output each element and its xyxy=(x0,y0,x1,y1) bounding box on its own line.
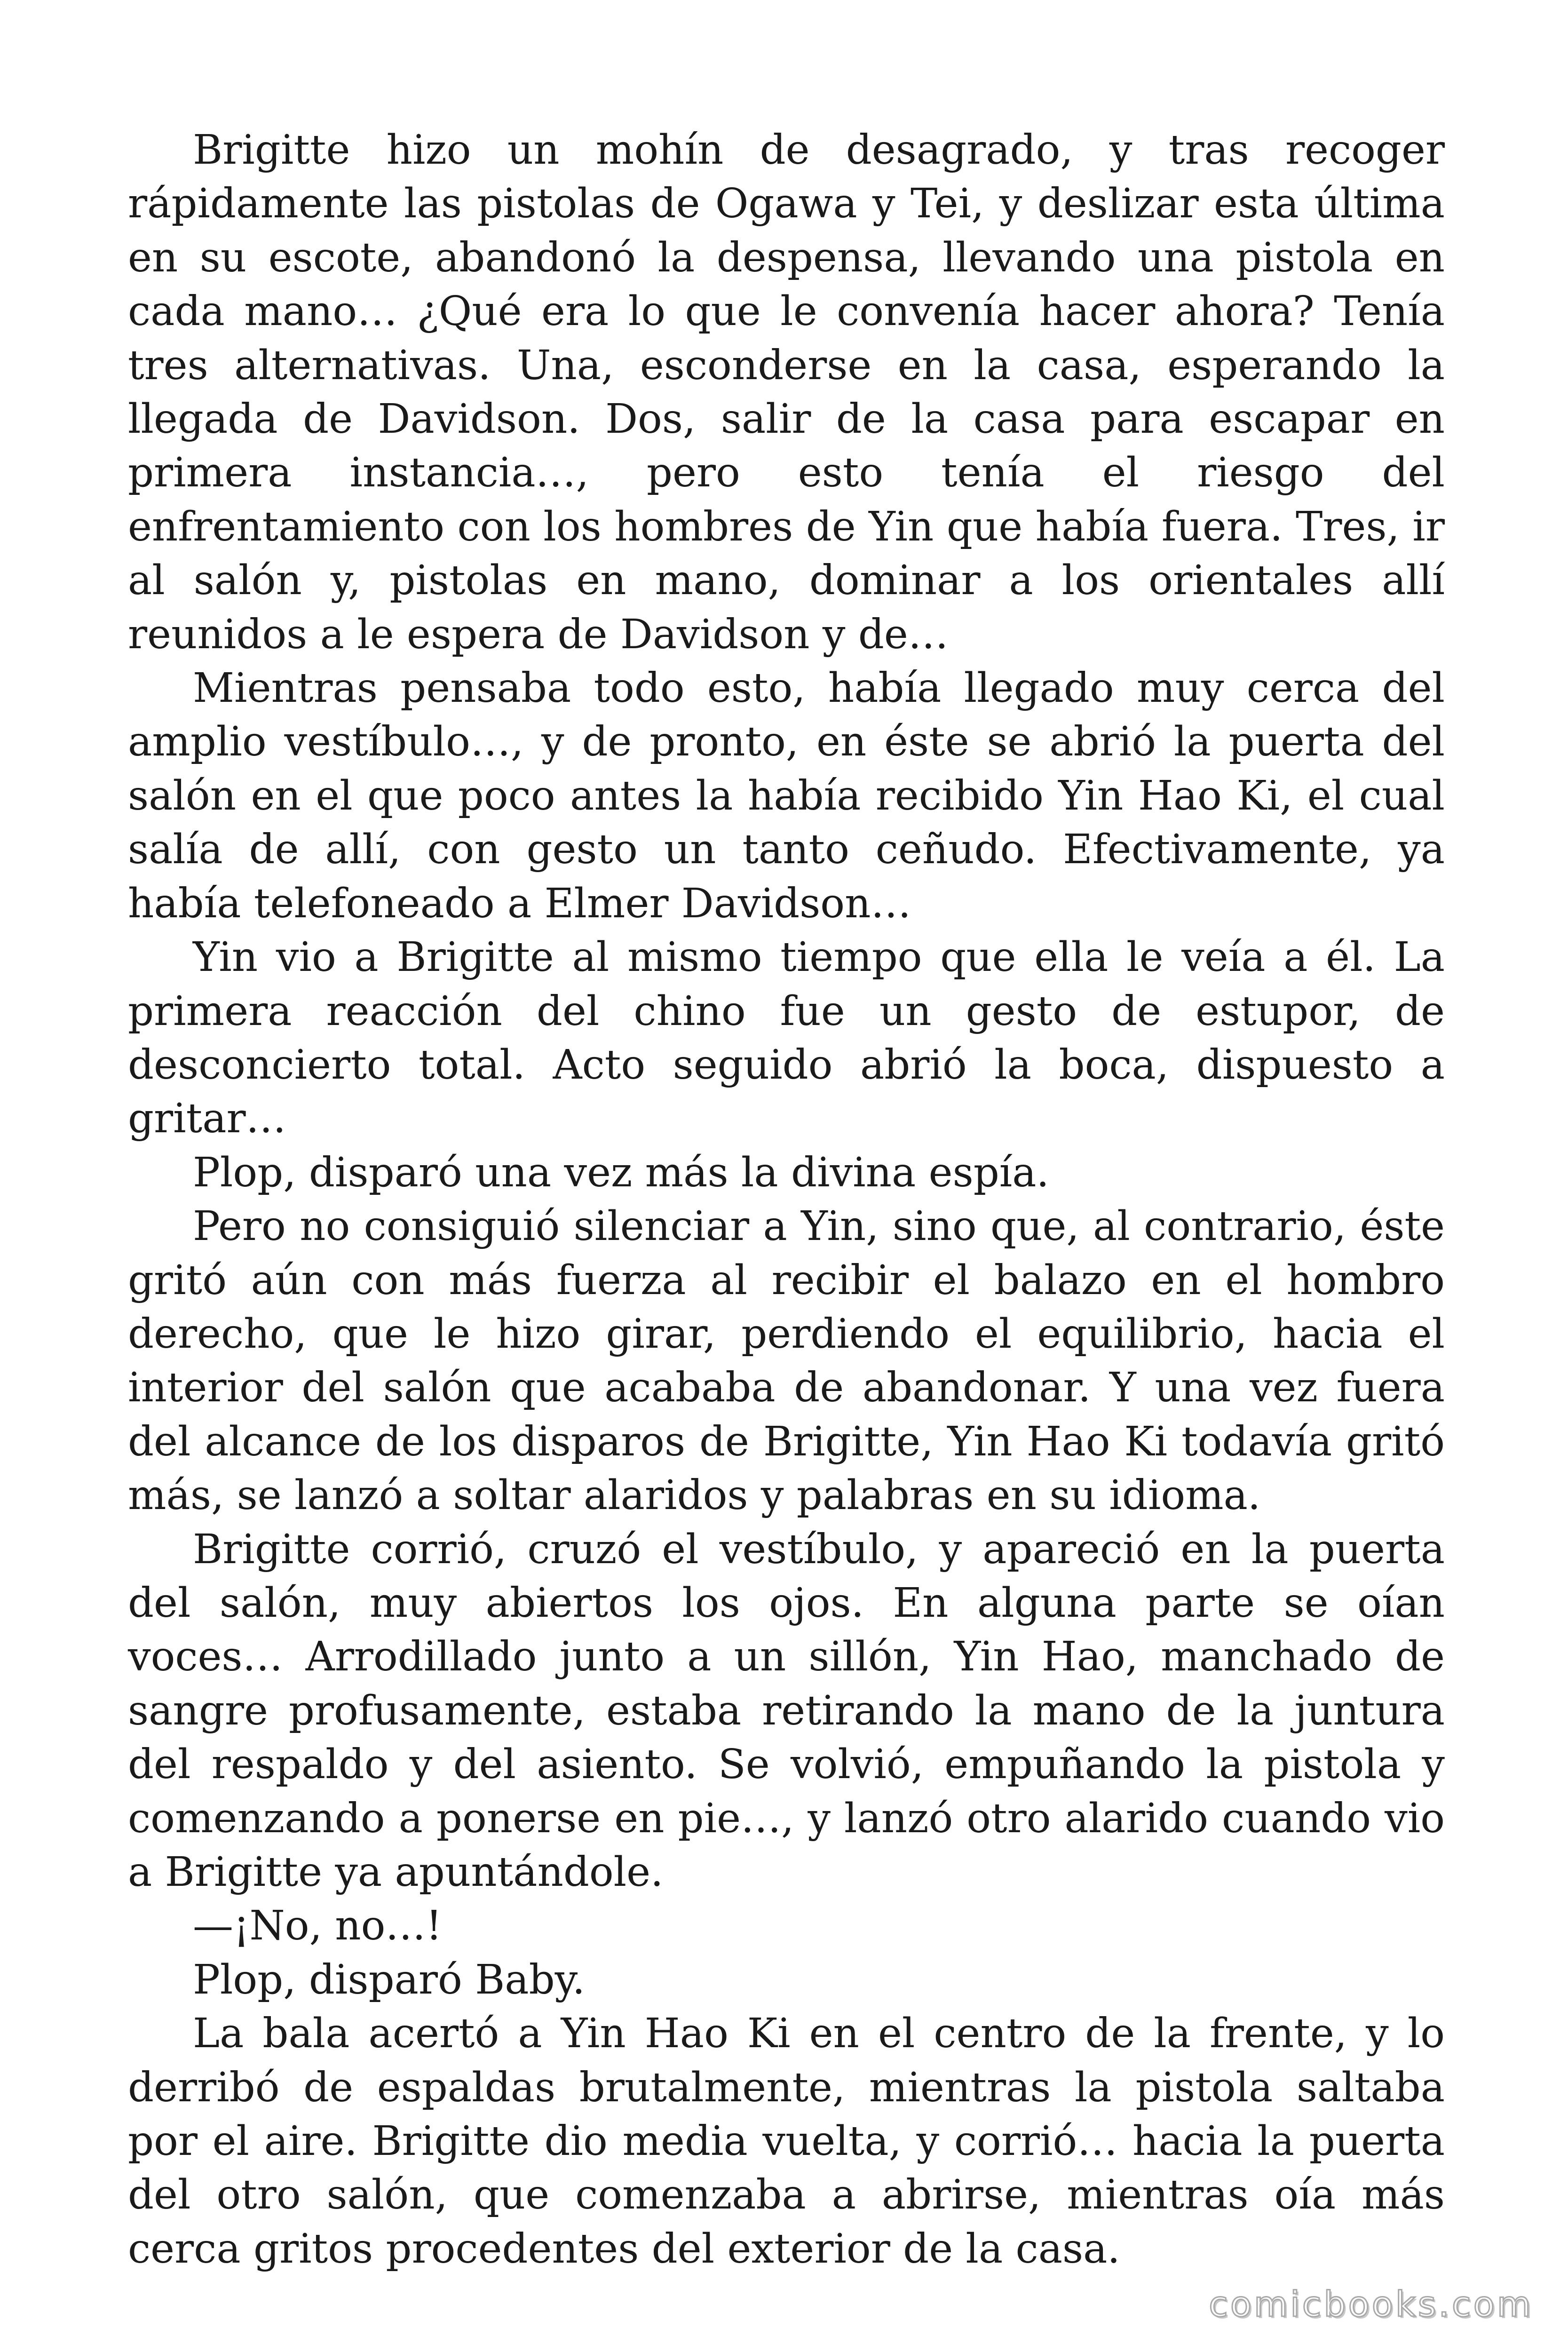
body-text xyxy=(128,123,1445,2276)
paragraph: Mientras pensaba todo esto, había llegado muy cerca del amplio vestíbulo…, y de pronto, en éste se abrió la puerta del salón en el que poco antes la había recibido Yin Hao Ki, el cual salía de allí, con gesto un tanto ceñudo. Efectivamente, ya había telefoneado a Elmer Davidson… xyxy=(128,665,1445,927)
paragraph: Yin vio a Brigitte al mismo tiempo que ella le veía a él. La primera reacción del chino fue un gesto de estupor, de desconcierto total. Acto seguido abrió la boca, dispuesto a gritar… xyxy=(128,934,1445,1143)
paragraph: Brigitte hizo un mohín de desagrado, y tras recoger rápidamente las pistolas de Ogawa y Tei, y deslizar esta última en su escote, abandonó la despensa, llevando una pistola en cada mano… ¿Qué era lo que le convenía hacer ahora? Tenía tres alternativas. Una, esconderse en la casa, esperando la llegada de Davidson. Dos, salir de la casa para escapar en primera instancia…, pero esto tenía el riesgo del enfrentamiento con los hombres de Yin que había fuera. Tres, ir al salón y, pistolas en mano, dominar a los orientales allí reunidos a le espera de Davidson y de… xyxy=(128,127,1445,658)
paragraph: Plop, disparó una vez más la divina espía. xyxy=(193,1149,1049,1196)
paragraph: La bala acertó a Yin Hao Ki en el centro de la frente, y lo derribó de espaldas brutalmente, mientras la pistola saltaba por el aire. Brigitte dio media vuelta, y corrió… hacia la puerta del otro salón, que comenzaba a abrirse, mientras oía más cerca gritos procedentes del exterior de la casa. xyxy=(128,2010,1445,2273)
paragraph: Plop, disparó Baby. xyxy=(193,1956,586,2003)
dialogue-line: —¡No, no…! xyxy=(193,1902,442,1950)
paragraph: Brigitte corrió, cruzó el vestíbulo, y apareció en la puerta del salón, muy abiertos los ojos. En alguna parte se oían voces… Arrodillado junto a un sillón, Yin Hao, manchado de sangre profusamente, estaba retirando la mano de la juntura del respaldo y del asiento. Se volvió, empuñando la pistola y comenzando a ponerse en pie…, y lanzó otro alarido cuando vio a Brigitte ya apuntándole. xyxy=(128,1526,1445,1896)
paragraph: Pero no consiguió silenciar a Yin, sino que, al contrario, éste gritó aún con más fuerza al recibir el balazo en el hombro derecho, que le hizo girar, perdiendo el equilibrio, hacia el interior del salón que acababa de abandonar. Y una vez fuera del alcance de los disparos de Brigitte, Yin Hao Ki todavía gritó más, se lanzó a soltar alaridos y palabras en su idioma. xyxy=(128,1203,1445,1519)
watermark: comicbooks.com xyxy=(1209,2284,1533,2325)
